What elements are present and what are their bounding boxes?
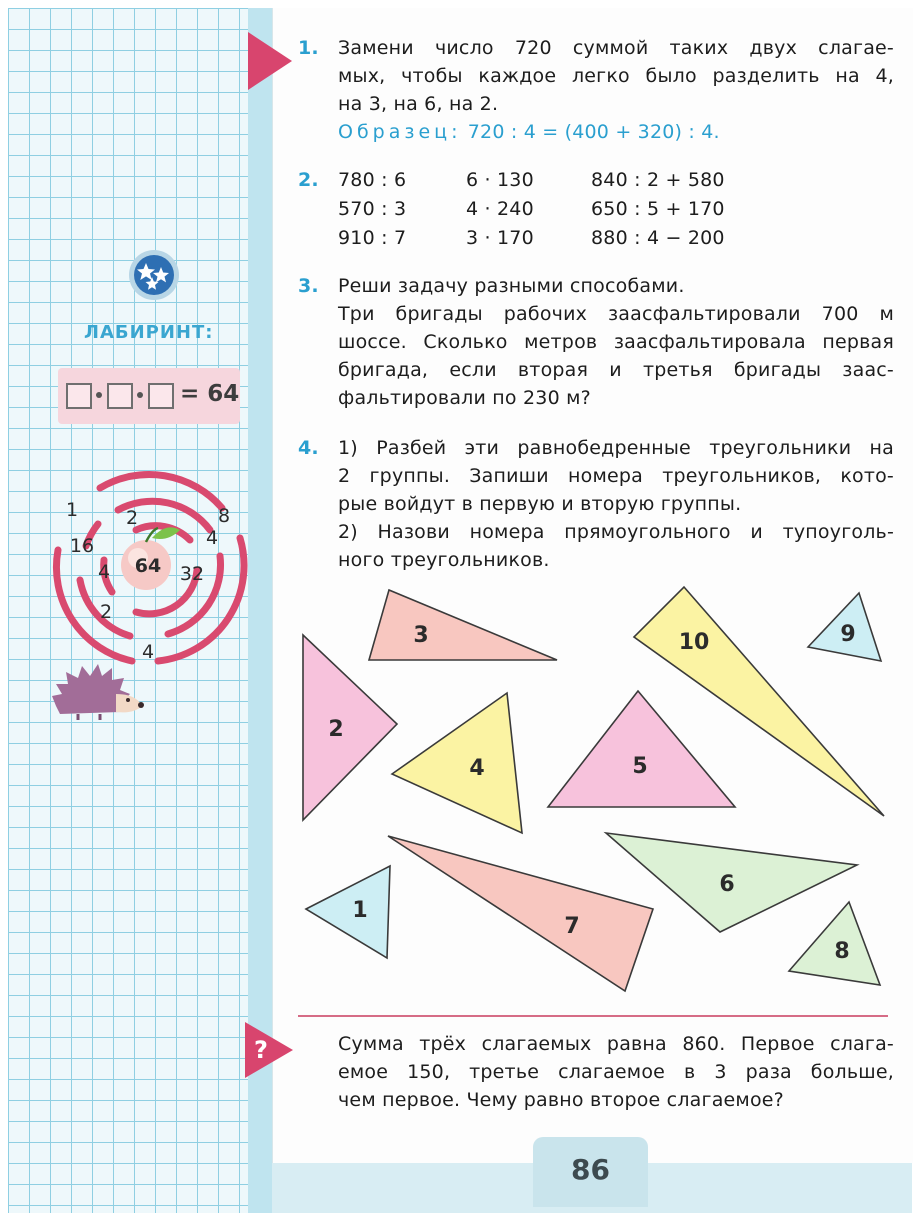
- task-text-line: Реши задачу разными способами.: [338, 275, 685, 297]
- maze-number: 8: [217, 505, 231, 527]
- sample-label: Образец:: [338, 121, 462, 143]
- triangle-9-label: 9: [840, 622, 856, 647]
- bonus-question: [298, 1030, 894, 1114]
- triangle-3: [369, 590, 557, 660]
- expression: 650 : 5 + 170: [591, 198, 725, 220]
- hedgehog-icon: [50, 660, 146, 722]
- multiply-dot: [96, 392, 102, 398]
- task-1: [298, 34, 894, 146]
- maze-number: 4: [97, 561, 111, 583]
- multiply-dot: [137, 392, 143, 398]
- expression: 840 : 2 + 580: [591, 169, 725, 191]
- expression: 880 : 4 − 200: [591, 227, 725, 249]
- task-text-line: 2 группы. Запиши номера треугольников, кото-: [338, 465, 894, 487]
- equation-box: [58, 368, 240, 424]
- triangle-4: [392, 693, 522, 833]
- triangle-5: [548, 691, 735, 807]
- bonus-text-line: Сумма трёх слагаемых равна 860. Первое слага-: [338, 1033, 894, 1055]
- expression: 780 : 6: [338, 169, 407, 191]
- task-text-line: 1) Разбей эти равнобедренные треугольники на: [338, 437, 894, 459]
- sample-line: [338, 118, 894, 146]
- triangle-5-label: 5: [632, 754, 648, 779]
- expression: 6 · 130: [466, 169, 534, 191]
- task-text-line: ного треугольников.: [338, 549, 550, 571]
- sample-expression: 720 : 4 = (400 + 320) : 4.: [467, 121, 720, 143]
- task-text-line: фальтировали по 230 м?: [338, 387, 591, 409]
- task-4: [298, 434, 894, 574]
- task-text-line: мых, чтобы каждое легко было разделить на 4,: [338, 65, 894, 87]
- task-text-line: Три бригады рабочих заасфальтировали 700 м: [338, 303, 894, 325]
- task-number: 1.: [298, 37, 319, 59]
- triangle-10-label: 10: [678, 630, 710, 655]
- triangle-6-label: 6: [719, 872, 735, 897]
- question-marker-icon: [243, 1020, 295, 1080]
- triangles-figure: [272, 575, 912, 1005]
- triangle-1-label: 1: [352, 898, 368, 923]
- task-3: [298, 272, 894, 412]
- triangle-2: [303, 635, 397, 820]
- maze-number: 4: [141, 641, 155, 663]
- labyrinth-title: ЛАБИРИНТ:: [84, 322, 214, 343]
- triangle-1: [306, 866, 390, 958]
- expression: 910 : 7: [338, 227, 407, 249]
- task-text-line: Замени число 720 суммой таких двух слагае-: [338, 37, 894, 59]
- bonus-text-line: емое 150, третье слагаемое в 3 раза больше,: [338, 1061, 894, 1083]
- blank-square: [148, 383, 174, 409]
- labyrinth-maze: [40, 460, 260, 680]
- task-text-line: 2) Назови номера прямоугольного и тупоуголь-: [338, 521, 894, 543]
- task-number: 2.: [298, 169, 319, 191]
- blank-square: [107, 383, 133, 409]
- maze-number: 2: [125, 507, 139, 529]
- task-number: 4.: [298, 437, 319, 459]
- maze-center-number: 64: [134, 555, 162, 577]
- maze-number: 16: [69, 535, 95, 557]
- task-text-line: рые войдут в первую и вторую группы.: [338, 493, 742, 515]
- expression-grid: [338, 166, 894, 253]
- task-number: 3.: [298, 275, 319, 297]
- svg-text:?: ?: [254, 1036, 268, 1064]
- maze-number: 32: [179, 563, 205, 585]
- triangle-4-label: 4: [469, 756, 485, 781]
- star-badge-icon: [128, 249, 180, 301]
- triangle-3-label: 3: [413, 623, 429, 648]
- section-divider: [298, 1015, 888, 1017]
- triangle-7: [388, 836, 653, 991]
- maze-number: 2: [99, 601, 113, 623]
- maze-number: 1: [65, 499, 79, 521]
- expression: 570 : 3: [338, 198, 407, 220]
- arrow-marker-icon: [246, 30, 294, 92]
- maze-number: 4: [205, 527, 219, 549]
- triangle-8-label: 8: [834, 939, 850, 964]
- equation-result: = 64: [180, 381, 240, 407]
- task-2: [298, 166, 894, 253]
- triangle-7-label: 7: [564, 914, 580, 939]
- task-text-line: бригада, если вторая и третья бригады заас-: [338, 359, 894, 381]
- expression: 4 · 240: [466, 198, 534, 220]
- expression: 3 · 170: [466, 227, 534, 249]
- page-number: 86: [533, 1137, 648, 1207]
- task-text-line: шоссе. Сколько метров заасфальтировала первая: [338, 331, 894, 353]
- bonus-text-line: чем первое. Чему равно второе слагаемое?: [338, 1089, 784, 1111]
- blank-square: [66, 383, 92, 409]
- triangle-2-label: 2: [328, 717, 344, 742]
- task-text-line: на 3, на 6, на 2.: [338, 93, 499, 115]
